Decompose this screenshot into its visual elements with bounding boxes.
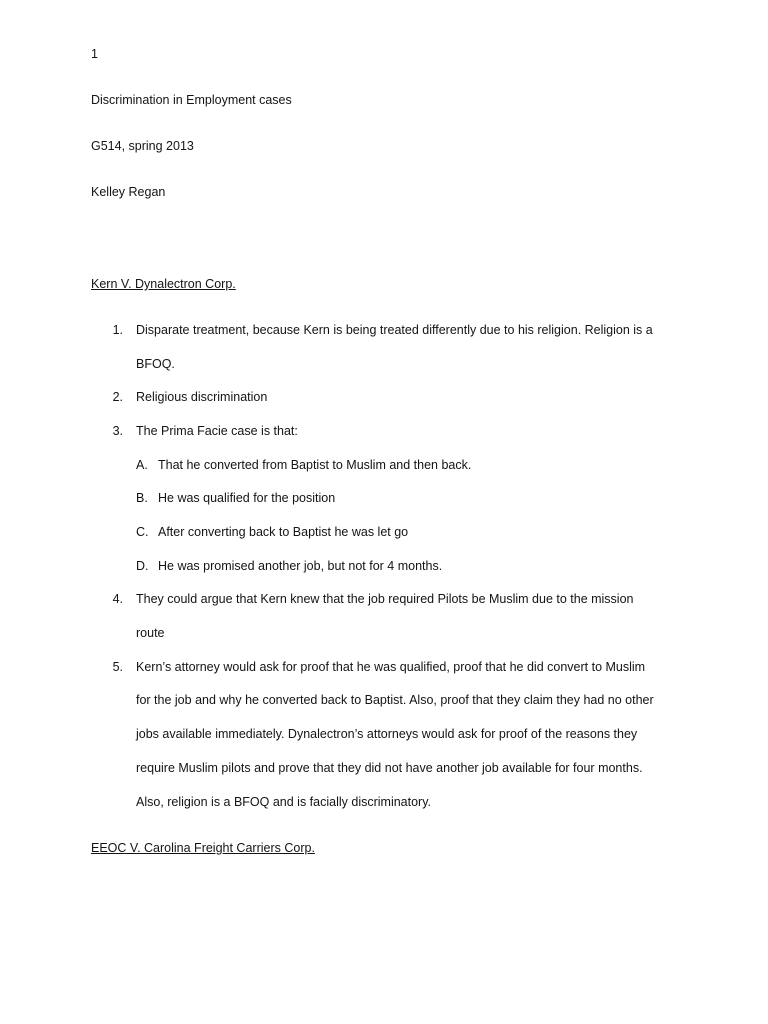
document-title: Discrimination in Employment cases <box>91 93 292 107</box>
list-item-text: They could argue that Kern knew that the job required Pilots be Muslim due to the mission <box>136 592 634 606</box>
sub-item-letter: B. <box>136 491 148 505</box>
list-item-number: 4. <box>112 592 123 606</box>
sub-item-text: That he converted from Baptist to Muslim and then back. <box>158 458 472 472</box>
case-heading-kern: Kern V. Dynalectron Corp. <box>91 277 236 291</box>
list-item-text: require Muslim pilots and prove that they did not have another job available for four months. <box>136 761 643 775</box>
course-line: G514, spring 2013 <box>91 139 194 153</box>
author-name: Kelley Regan <box>91 185 166 199</box>
list-item-text: Disparate treatment, because Kern is being treated differently due to his religion. Religion is a <box>136 323 653 337</box>
list-item-text: Kern’s attorney would ask for proof that he was qualified, proof that he did convert to Muslim <box>136 660 646 674</box>
case-heading-eeoc: EEOC V. Carolina Freight Carriers Corp. <box>91 841 315 855</box>
sub-item-letter: D. <box>136 559 149 573</box>
list-item-number: 1. <box>112 323 123 337</box>
list-item-text: jobs available immediately. Dynalectron’s attorneys would ask for proof of the reasons they <box>136 727 638 741</box>
sub-item-text: After converting back to Baptist he was let go <box>158 525 409 539</box>
sub-item-text: He was promised another job, but not for 4 months. <box>158 559 443 573</box>
list-item-text: BFOQ. <box>136 357 175 371</box>
list-item-number: 2. <box>112 390 123 404</box>
sub-item-letter: C. <box>136 525 149 539</box>
list-item-text: Religious discrimination <box>136 390 268 404</box>
list-item-number: 5. <box>112 660 123 674</box>
list-item-number: 3. <box>112 424 123 438</box>
list-item-text: for the job and why he converted back to Baptist. Also, proof that they claim they had no other <box>136 693 654 707</box>
page-number: 1 <box>91 47 98 61</box>
sub-item-text: He was qualified for the position <box>158 491 336 505</box>
list-item-text: The Prima Facie case is that: <box>136 424 298 438</box>
list-item-text: route <box>136 626 165 640</box>
sub-item-letter: A. <box>136 458 148 472</box>
list-item-text: Also, religion is a BFOQ and is facially discriminatory. <box>136 795 432 809</box>
